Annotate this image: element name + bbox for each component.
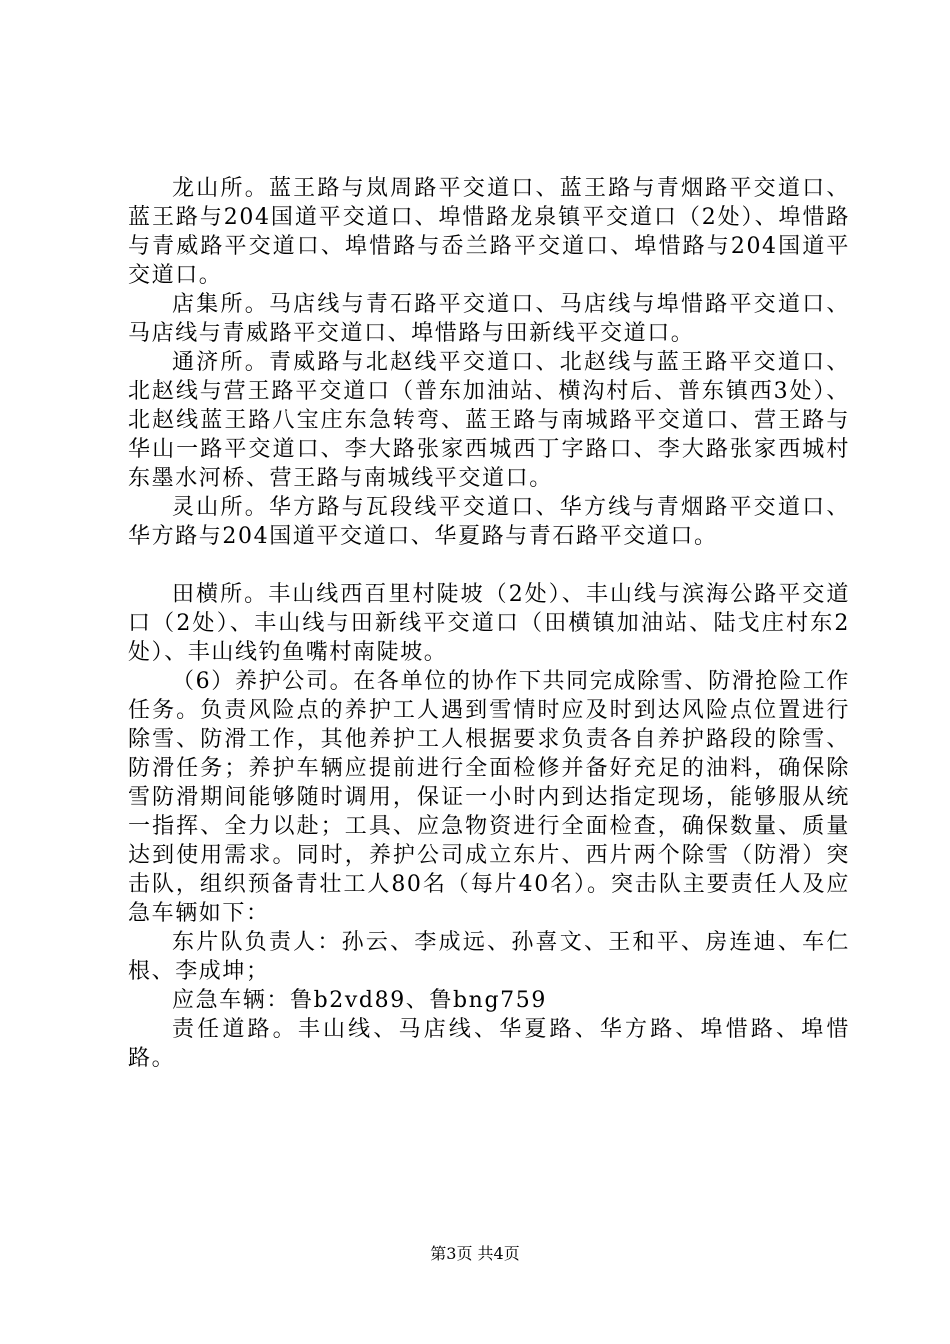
- paragraph-emergency-vehicles: 应急车辆：鲁b2vd89、鲁bng759: [172, 988, 547, 1013]
- paragraph-gap: [128, 551, 850, 580]
- paragraph-dianji: 店集所。马店线与青石路平交道口、马店线与埠惜路平交道口、马店线与青威路平交道口、埠惜路与田新线平交道口。: [128, 292, 850, 346]
- page-footer: 第3页 共4页: [430, 1244, 520, 1263]
- paragraph-maintenance-company: （6）养护公司。在各单位的协作下共同完成除雪、防滑抢险工作任务。负责风险点的养护工人遇到雪情时应及时到达风险点位置进行除雪、防滑工作，其他养护工人根据要求负责各自养护路段的除雪、防滑任务；养护车辆应提前进行全面检修并备好充足的油料，确保除雪防滑期间能够随时调用，保证一小时内到达指定现场，能够服从统一指挥、全力以赴；工具、应急物资进行全面检查，确保数量、质量达到使用需求。同时，养护公司成立东片、西片两个除雪（防滑）突击队，组织预备青壮工人80名（每片40名）。突击队主要责任人及应急车辆如下：: [128, 669, 850, 926]
- paragraph-tongji: 通济所。青威路与北赵线平交道口、北赵线与蓝王路平交道口、北赵线与营王路平交道口（普东加油站、横沟村后、普东镇西3处）、北赵线蓝王路八宝庄东急转弯、蓝王路与南城路平交道口、营王路与华山一路平交道口、李大路张家西城西丁字路口、李大路张家西城村东墨水河桥、营王路与南城线平交道口。: [128, 350, 850, 491]
- paragraph-lingshan: 灵山所。华方路与瓦段线平交道口、华方线与青烟路平交道口、华方路与204国道平交道口、华夏路与青石路平交道口。: [128, 495, 850, 549]
- document-body: [128, 174, 850, 1073]
- paragraph-tianheng: 田横所。丰山线西百里村陡坡（2处）、丰山线与滨海公路平交道口（2处）、丰山线与田新线平交道口（田横镇加油站、陆戈庄村东2处）、丰山线钓鱼嘴村南陡坡。: [128, 582, 850, 665]
- paragraph-responsible-roads: 责任道路。丰山线、马店线、华夏路、华方路、埠惜路、埠惜路。: [128, 1017, 850, 1071]
- paragraph-longshan: 龙山所。蓝王路与岚周路平交道口、蓝王路与青烟路平交道口、蓝王路与204国道平交道口、埠惜路龙泉镇平交道口（2处）、埠惜路与青威路平交道口、埠惜路与岙兰路平交道口、埠惜路与204国道平交道口。: [128, 176, 850, 288]
- paragraph-east-team-leaders: 东片队负责人：孙云、李成远、孙喜文、王和平、房连迪、车仁根、李成坤；: [128, 930, 850, 984]
